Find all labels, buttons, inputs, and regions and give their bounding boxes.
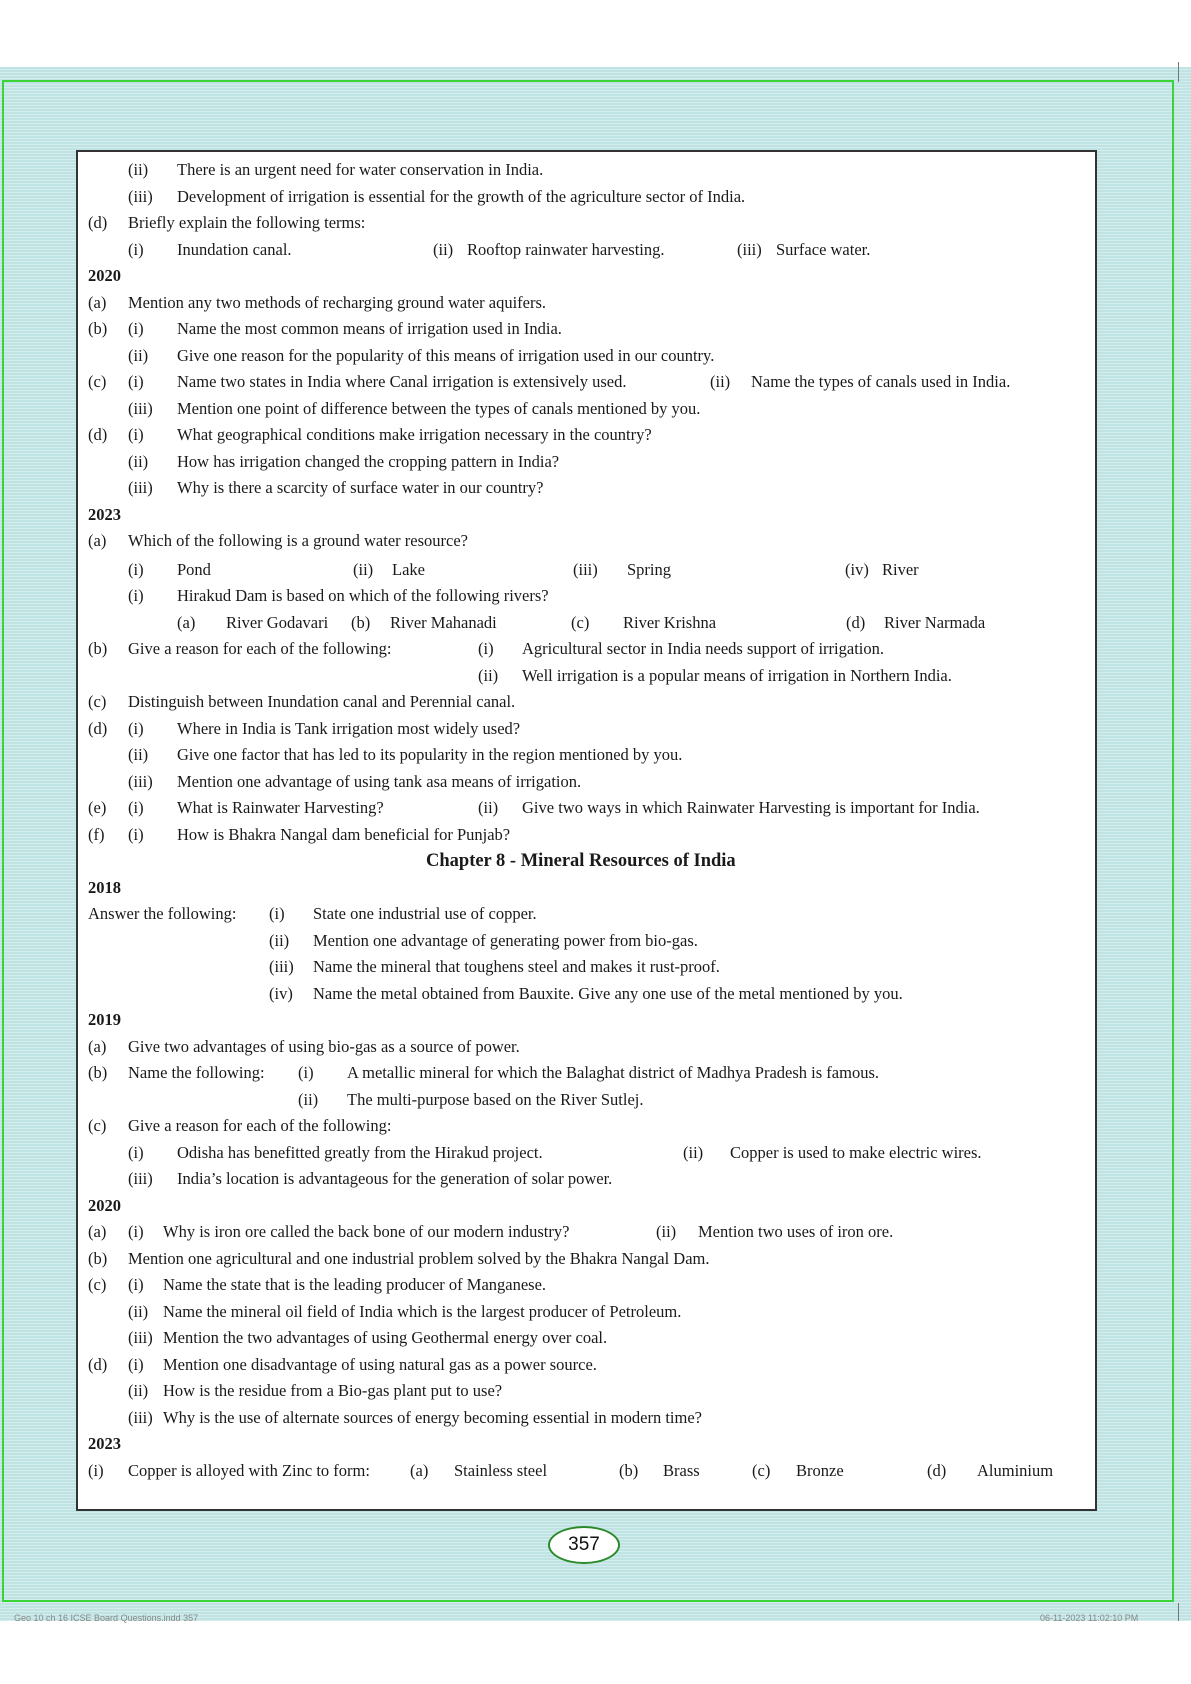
year-heading — [78, 503, 1095, 527]
question-text: Brass — [663, 1460, 700, 1480]
question-line — [78, 982, 1095, 1006]
question-line — [78, 823, 1095, 847]
question-label: (e) — [88, 798, 107, 817]
question-text: Which of the following is a ground water resource? — [128, 531, 468, 550]
question-line — [78, 770, 1095, 794]
question-text: Agricultural sector in India needs support of irrigation. — [522, 639, 884, 658]
question-text: River Mahanadi — [390, 612, 497, 632]
question-text: A metallic mineral for which the Balaghat district of Madhya Pradesh is famous. — [347, 1063, 879, 1082]
question-line — [78, 158, 1095, 182]
question-text: 2020 — [88, 266, 121, 285]
question-line — [78, 1353, 1095, 1377]
question-text: Name the mineral that toughens steel and makes it rust-proof. — [313, 957, 720, 976]
question-line — [78, 1273, 1095, 1297]
question-line — [78, 1167, 1095, 1191]
question-label: (ii) — [128, 745, 149, 764]
question-text: Give two ways in which Rainwater Harvesting is important for India. — [522, 798, 980, 817]
question-text: Bronze — [796, 1460, 844, 1480]
question-label: (iii) — [128, 1407, 153, 1427]
question-label: (c) — [88, 1116, 107, 1135]
question-text: (i) — [298, 1063, 314, 1082]
question-text: River Krishna — [623, 612, 717, 632]
question-text: 2023 — [88, 1434, 121, 1453]
question-text: Mention one point of difference between the types of canals mentioned by you. — [177, 398, 701, 418]
question-line — [78, 211, 1095, 235]
question-label: (i) — [128, 586, 144, 605]
question-text: Stainless steel — [454, 1460, 548, 1480]
question-text: Name two states in India where Canal irrigation is extensively used. — [177, 372, 627, 391]
question-text: What is Rainwater Harvesting? — [177, 798, 384, 817]
question-text: (i) — [128, 319, 144, 338]
question-text: Name the state that is the leading producer of Manganese. — [163, 1275, 547, 1294]
question-label: (iii) — [128, 398, 153, 418]
question-text: Inundation canal. — [177, 239, 292, 259]
question-text: Development of irrigation is essential for the growth of the agriculture sector of India. — [177, 186, 746, 206]
question-line — [78, 317, 1095, 341]
question-label: (iv) — [269, 983, 293, 1003]
question-line — [78, 1035, 1095, 1059]
question-text: (b) — [619, 1460, 639, 1480]
question-text: Distinguish between Inundation canal and Perennial canal. — [128, 692, 516, 711]
question-text: (ii) — [353, 559, 374, 579]
question-text: Spring — [627, 559, 672, 579]
question-line — [78, 690, 1095, 714]
question-text: Why is iron ore called the back bone of our modern industry? — [163, 1222, 570, 1241]
question-text: River Narmada — [884, 612, 986, 632]
question-text: Pond — [177, 559, 211, 579]
question-text: 2019 — [88, 1010, 121, 1029]
question-line — [78, 1220, 1095, 1244]
question-line — [78, 902, 1095, 926]
question-text: (i) — [128, 1222, 144, 1241]
question-text: Answer the following: — [88, 904, 237, 923]
question-text: (ii) — [433, 239, 454, 259]
question-line — [78, 370, 1095, 394]
question-text: Why is there a scarcity of surface water in our country? — [177, 478, 544, 497]
question-text: Give one factor that has led to its popularity in the region mentioned by you. — [177, 745, 683, 764]
question-text: 2023 — [88, 504, 121, 524]
question-line — [78, 185, 1095, 209]
question-label: (ii) — [269, 930, 290, 950]
question-line — [78, 1379, 1095, 1403]
question-text: (ii) — [683, 1142, 704, 1162]
question-text: How has irrigation changed the cropping pattern in India? — [177, 451, 560, 471]
question-label: (ii) — [128, 451, 149, 471]
question-label: (ii) — [128, 160, 149, 179]
question-text: Hirakud Dam is based on which of the following rivers? — [177, 586, 549, 605]
question-line — [78, 1459, 1095, 1483]
question-text: River Godavari — [226, 612, 329, 632]
question-text: Copper is alloyed with Zinc to form: — [128, 1460, 370, 1480]
question-text: There is an urgent need for water conservation in India. — [177, 160, 544, 179]
question-text: (b) — [351, 612, 371, 632]
question-text: (d) — [846, 612, 866, 632]
question-text: (c) — [752, 1460, 771, 1480]
question-line — [78, 1247, 1095, 1271]
question-text: Where in India is Tank irrigation most widely used? — [177, 718, 521, 738]
question-label: (ii) — [128, 1381, 149, 1400]
question-text: Name the following: — [128, 1063, 265, 1082]
question-text: Give a reason for each of the following: — [128, 639, 392, 658]
question-line — [78, 743, 1095, 767]
crop-mark — [1178, 62, 1179, 82]
question-text: (ii) — [478, 798, 499, 817]
year-heading — [78, 1194, 1095, 1218]
question-text: (i) — [128, 372, 144, 391]
question-text: (c) — [571, 612, 590, 632]
question-text: River — [882, 559, 919, 579]
question-label: (b) — [88, 639, 108, 658]
question-text: Give two advantages of using bio-gas as a source of power. — [128, 1036, 520, 1056]
question-text: (i) — [128, 425, 144, 444]
year-heading — [78, 1008, 1095, 1032]
question-label: (d) — [88, 425, 108, 444]
year-heading — [78, 264, 1095, 288]
question-line — [78, 1088, 1095, 1112]
question-text: (i) — [128, 824, 144, 844]
question-label: (c) — [88, 692, 107, 711]
question-text: How is Bhakra Nangal dam beneficial for Punjab? — [177, 824, 511, 844]
question-text: Name the most common means of irrigation used in India. — [177, 319, 562, 338]
question-label: (b) — [88, 319, 108, 338]
page-number-badge: 357 — [548, 1526, 620, 1564]
question-label: (b) — [88, 1063, 108, 1082]
question-label: (ii) — [128, 1301, 149, 1321]
question-line — [78, 1406, 1095, 1430]
question-line — [78, 584, 1095, 608]
question-text: Why is the use of alternate sources of energy becoming essential in modern time? — [163, 1407, 702, 1427]
question-line — [78, 1114, 1095, 1138]
question-text: (i) — [478, 639, 494, 658]
question-text: (ii) — [656, 1222, 677, 1241]
question-line — [78, 558, 1095, 582]
question-label: (i) — [128, 1142, 144, 1162]
question-line — [78, 238, 1095, 262]
question-text: Name the types of canals used in India. — [751, 372, 1011, 391]
chapter-heading — [78, 849, 1095, 873]
question-line — [78, 955, 1095, 979]
question-text: (i) — [128, 1275, 144, 1294]
question-label: (iii) — [128, 1169, 153, 1188]
question-line — [78, 611, 1095, 635]
question-label: (iii) — [128, 1328, 153, 1347]
question-line — [78, 529, 1095, 553]
question-text: The multi-purpose based on the River Sutlej. — [347, 1089, 644, 1109]
question-text: 2018 — [88, 877, 121, 897]
question-text: (ii) — [710, 372, 731, 391]
question-label: (a) — [177, 612, 196, 632]
question-label: (iii) — [128, 478, 153, 497]
question-text: What geographical conditions make irrigation necessary in the country? — [177, 425, 652, 444]
question-label: (a) — [88, 1222, 107, 1241]
question-label: (a) — [88, 292, 107, 312]
question-text: Mention one agricultural and one industrial problem solved by the Bhakra Nangal Dam. — [128, 1248, 710, 1268]
question-text: Mention one advantage of generating power from bio-gas. — [313, 930, 698, 950]
question-line — [78, 929, 1095, 953]
question-label: (d) — [88, 718, 108, 738]
question-label: (ii) — [128, 345, 149, 365]
question-text: (i) — [128, 1354, 144, 1374]
question-line — [78, 1326, 1095, 1350]
question-label: (d) — [88, 1354, 108, 1374]
question-line — [78, 476, 1095, 500]
question-text: 2020 — [88, 1195, 121, 1215]
question-label: (iii) — [269, 957, 294, 976]
question-label: (i) — [128, 559, 144, 579]
question-text: Odisha has benefitted greatly from the Hirakud project. — [177, 1142, 543, 1162]
question-text: Aluminium — [977, 1460, 1054, 1480]
question-text: (i) — [128, 718, 144, 738]
question-line — [78, 637, 1095, 661]
question-text: India’s location is advantageous for the generation of solar power. — [177, 1169, 613, 1188]
question-content-box — [76, 150, 1097, 1511]
question-text: (i) — [128, 798, 144, 817]
print-slug-right: 06-11-2023 11:02:10 PM — [1040, 1613, 1139, 1623]
question-line — [78, 450, 1095, 474]
question-label: (d) — [88, 213, 108, 232]
question-label: (i) — [128, 239, 144, 259]
question-text: Copper is used to make electric wires. — [730, 1142, 982, 1162]
crop-mark — [1178, 1603, 1179, 1621]
question-line — [78, 344, 1095, 368]
question-label: (a) — [88, 531, 107, 550]
question-text: (iii) — [737, 239, 762, 259]
question-label: (f) — [88, 824, 105, 844]
question-text: (i) — [269, 904, 285, 923]
question-text: Well irrigation is a popular means of irrigation in Northern India. — [522, 665, 952, 685]
question-text: Briefly explain the following terms: — [128, 213, 366, 232]
question-label: (iii) — [128, 771, 153, 791]
question-line — [78, 1300, 1095, 1324]
question-text: Mention the two advantages of using Geothermal energy over coal. — [163, 1328, 608, 1347]
question-label: (ii) — [478, 665, 499, 685]
question-label: (c) — [88, 1275, 107, 1294]
question-text: Lake — [392, 559, 425, 579]
question-line — [78, 717, 1095, 741]
print-slug-left: Geo 10 ch 16 ICSE Board Questions.indd 357 — [14, 1613, 199, 1623]
question-text: Name the mineral oil field of India which is the largest producer of Petroleum. — [163, 1301, 682, 1321]
question-text: How is the residue from a Bio-gas plant put to use? — [163, 1381, 503, 1400]
question-label: (c) — [88, 372, 107, 391]
question-text: State one industrial use of copper. — [313, 904, 537, 923]
question-label: (b) — [88, 1248, 108, 1268]
question-label: (a) — [88, 1036, 107, 1056]
question-text: Give a reason for each of the following: — [128, 1116, 392, 1135]
question-text: (a) — [410, 1460, 429, 1480]
question-text: (d) — [927, 1460, 947, 1480]
question-text: Mention one disadvantage of using natural gas as a power source. — [163, 1354, 597, 1374]
question-text: (iv) — [845, 559, 869, 579]
question-text: (iii) — [573, 559, 598, 579]
question-line — [78, 397, 1095, 421]
question-text: Name the metal obtained from Bauxite. Give any one use of the metal mentioned by you. — [313, 983, 903, 1003]
question-text: Mention two uses of iron ore. — [698, 1222, 894, 1241]
year-heading — [78, 876, 1095, 900]
question-line — [78, 796, 1095, 820]
question-text: Surface water. — [776, 239, 871, 259]
question-label: (iii) — [128, 186, 153, 206]
question-label: (i) — [88, 1460, 104, 1480]
question-line — [78, 291, 1095, 315]
question-text: Chapter 8 - Mineral Resources of India — [426, 851, 736, 871]
question-line — [78, 423, 1095, 447]
question-text: Give one reason for the popularity of this means of irrigation used in our country. — [177, 345, 715, 365]
question-label: (ii) — [298, 1089, 319, 1109]
question-line — [78, 664, 1095, 688]
question-text: Mention one advantage of using tank asa means of irrigation. — [177, 771, 582, 791]
year-heading — [78, 1432, 1095, 1456]
question-line — [78, 1061, 1095, 1085]
question-text: Mention any two methods of recharging ground water aquifers. — [128, 292, 547, 312]
question-line — [78, 1141, 1095, 1165]
question-text: Rooftop rainwater harvesting. — [467, 239, 665, 259]
